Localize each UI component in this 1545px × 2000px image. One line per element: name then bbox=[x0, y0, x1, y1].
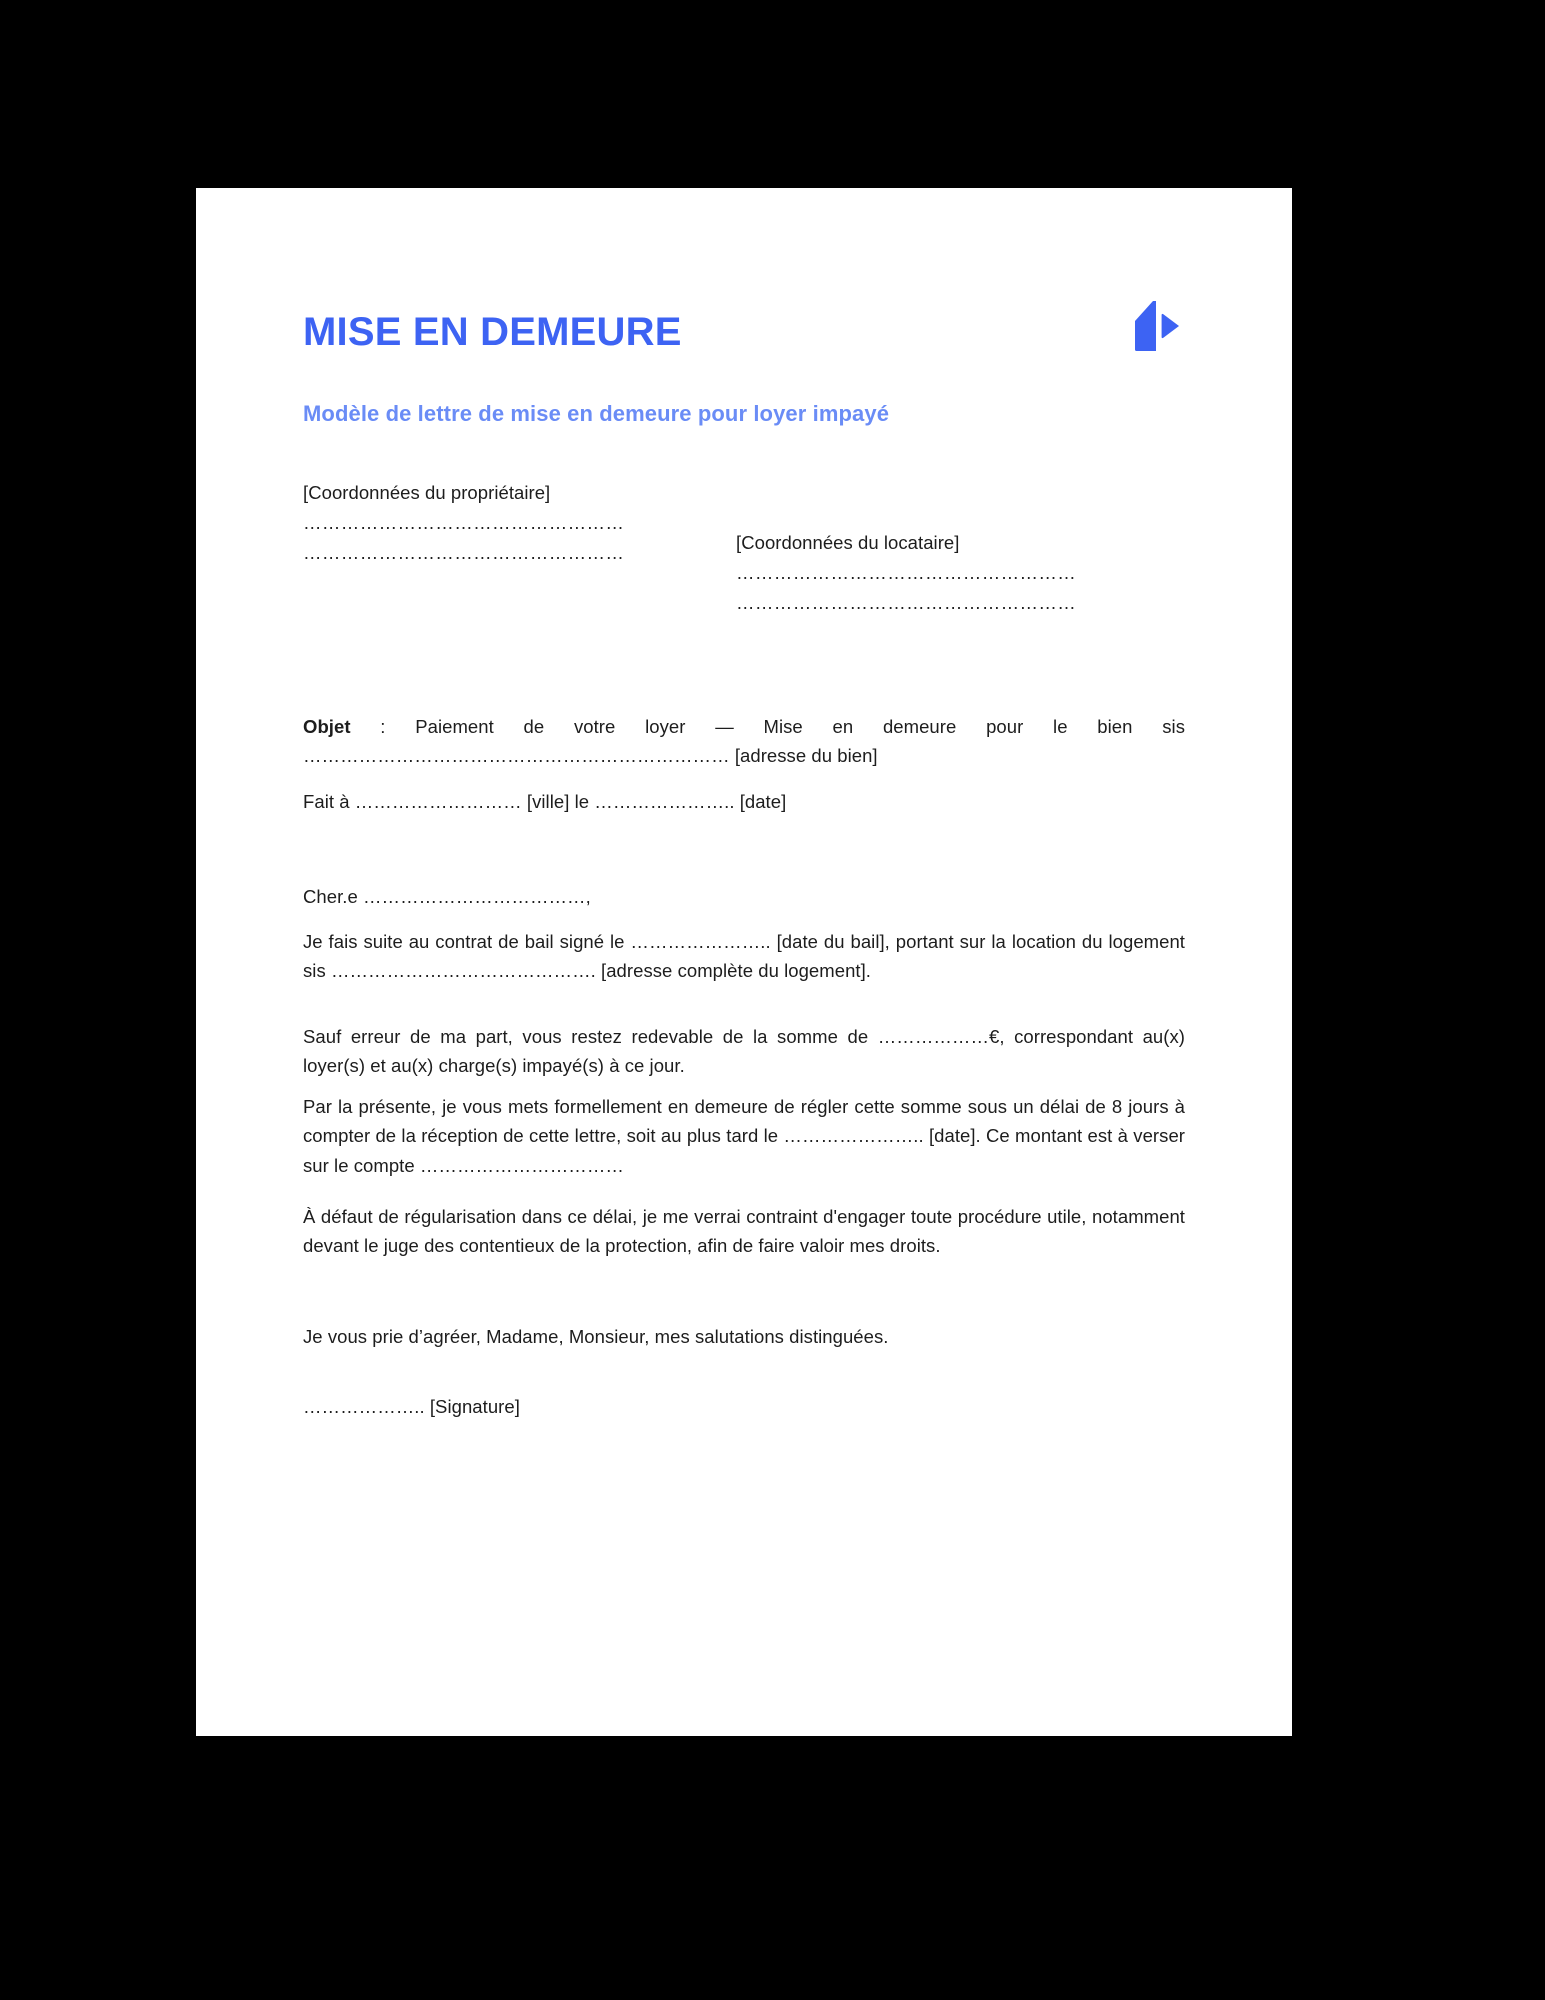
document-page bbox=[196, 188, 1292, 1736]
body-paragraph-1: Je fais suite au contrat de bail signé le ………………….. [date du bail], portant sur la location du logement sis ……………………………………. [adresse complète du logement]. bbox=[303, 930, 1185, 982]
tenant-address-line-1: ……………………………………………… bbox=[736, 561, 1077, 583]
objet-text: : Paiement de votre loyer — Mise en demeure pour le bien sis …………………………………………………………… [adresse du bien] bbox=[303, 715, 1185, 767]
tenant-address-label: [Coordonnées du locataire] bbox=[736, 532, 960, 553]
body-paragraph-3: Par la présente, je vous mets formellement en demeure de régler cette somme sous un délai de 8 jours à compter de la réception de cette lettre, soit au plus tard le ………………….. [date]. Ce montant est à verser sur le compte …………………………… bbox=[303, 1095, 1185, 1177]
document-header bbox=[303, 260, 1185, 370]
objet-paragraph bbox=[303, 712, 1185, 772]
page-subtitle: Modèle de lettre de mise en demeure pour loyer impayé bbox=[303, 401, 890, 426]
owner-address-line-2: …………………………………………… bbox=[303, 541, 625, 563]
tenant-address-block bbox=[736, 528, 1156, 618]
tenant-address-line-2: ……………………………………………… bbox=[736, 591, 1077, 613]
signature-line: ……………….. [Signature] bbox=[303, 1395, 520, 1417]
owner-address-label: [Coordonnées du propriétaire] bbox=[303, 482, 551, 503]
place-and-date-line: Fait à ……………………… [ville] le ………………….. [date] bbox=[303, 790, 787, 812]
house-arrow-logo-icon bbox=[1123, 295, 1185, 357]
objet-label: Objet bbox=[303, 715, 351, 737]
owner-address-block bbox=[303, 478, 743, 568]
closing-line: Je vous prie d’agréer, Madame, Monsieur, mes salutations distinguées. bbox=[303, 1325, 889, 1347]
salutation-line: Cher.e ………………………………, bbox=[303, 885, 591, 907]
page-title: MISE EN DEMEURE bbox=[303, 310, 682, 354]
body-paragraph-2: Sauf erreur de ma part, vous restez redevable de la somme de ………………€, correspondant au(x) loyer(s) et au(x) charge(s) impayé(s) à ce jour. bbox=[303, 1025, 1185, 1077]
body-paragraph-4: À défaut de régularisation dans ce délai, je me verrai contraint d'engager toute procédure utile, notamment devant le juge des contentieux de la protection, afin de faire valoir mes droits. bbox=[303, 1205, 1185, 1257]
owner-address-line-1: …………………………………………… bbox=[303, 511, 625, 533]
